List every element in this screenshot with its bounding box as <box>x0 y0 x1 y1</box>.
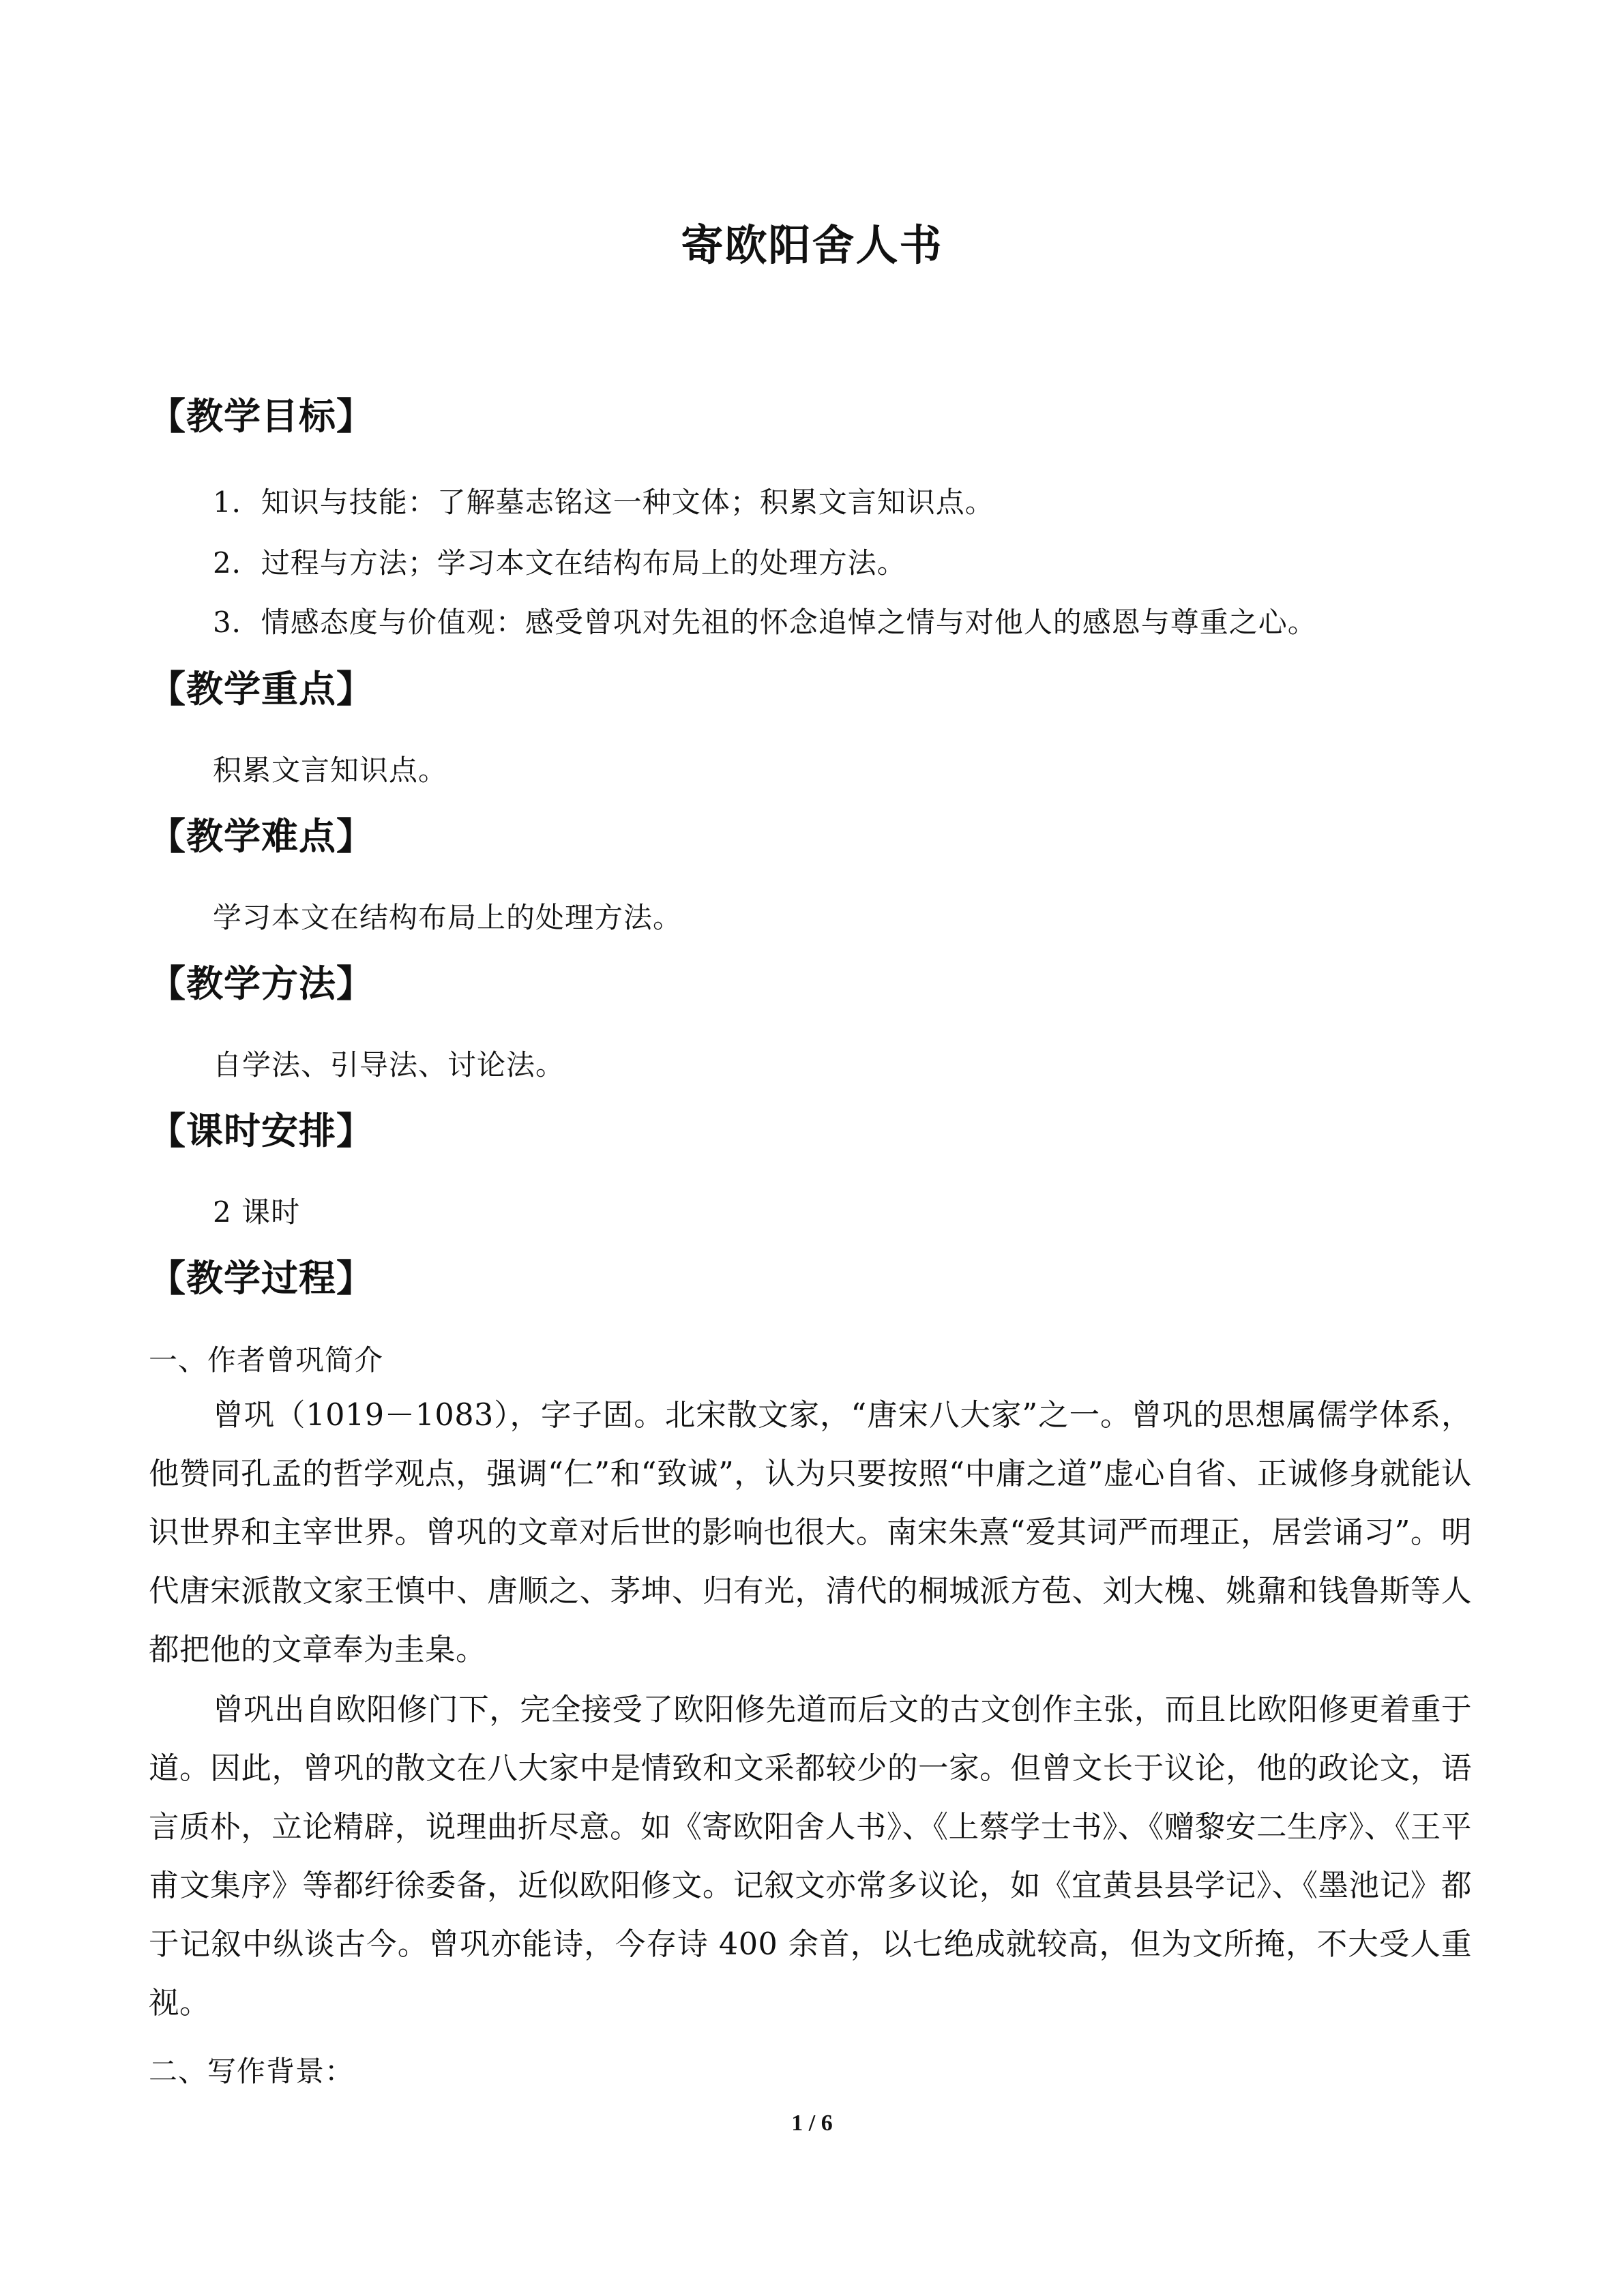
heading-schedule: 【课时安排】 <box>149 1109 374 1152</box>
part1-title: 一、作者曾巩简介 <box>149 1343 384 1377</box>
heading-key-points: 【教学重点】 <box>149 668 374 711</box>
goal-item-1: 1．知识与技能：了解墓志铭这一种文体；积累文言知识点。 <box>213 486 994 519</box>
goal-item-2: 2．过程与方法；学习本文在结构布局上的处理方法。 <box>213 546 906 580</box>
part2-title: 二、写作背景： <box>149 2055 355 2088</box>
methods-text: 自学法、引导法、讨论法。 <box>213 1048 565 1082</box>
heading-teaching-goals: 【教学目标】 <box>149 395 374 438</box>
page-number: 1 / 6 <box>791 2111 833 2136</box>
heading-process: 【教学过程】 <box>149 1257 374 1300</box>
key-points-text: 积累文言知识点。 <box>213 754 448 787</box>
goal-item-3: 3．情感态度与价值观：感受曾巩对先祖的怀念追悼之情与对他人的感恩与尊重之心。 <box>213 606 1317 639</box>
author-style-paragraph: 曾巩出自欧阳修门下，完全接受了欧阳修先道而后文的古文创作主张，而且比欧阳修更着重于道。因此，曾巩的散文在八大家中是情致和文采都较少的一家。但曾文长于议论，他的政论文，语言质朴，立论精辟，说理曲折尽意。如《寄欧阳舍人书》、《上蔡学士书》、《赠黎安二生序》、《王平甫文集序》等都纡徐委备，近似欧阳修文。记叙文亦常多议论，如《宜黄县县学记》、《墨池记》都于记叙中纵谈古今。曾巩亦能诗，今存诗 400 余首，以七绝成就较高，但为文所掩，不大受人重视。 <box>149 1693 1472 2021</box>
schedule-text: 2 课时 <box>213 1195 301 1229</box>
heading-methods: 【教学方法】 <box>149 962 374 1005</box>
document-title: 寄欧阳舍人书 <box>681 220 943 270</box>
author-intro-paragraph: 曾巩（1019－1083），字子固。北宋散文家，“唐宋八大家”之一。曾巩的思想属儒学体系，他赞同孔孟的哲学观点，强调“仁”和“致诚”，认为只要按照“中庸之道”虚心自省、正诚修身就能认识世界和主宰世界。曾巩的文章对后世的影响也很大。南宋朱熹“爱其词严而理正，居尝诵习”。明代唐宋派散文家王慎中、唐顺之、茅坤、归有光，清代的桐城派方苞、刘大槐、姚鼐和钱鲁斯等人都把他的文章奉为圭臬。 <box>149 1398 1472 1667</box>
difficulties-text: 学习本文在结构布局上的处理方法。 <box>213 901 683 934</box>
heading-difficulties: 【教学难点】 <box>149 815 374 858</box>
